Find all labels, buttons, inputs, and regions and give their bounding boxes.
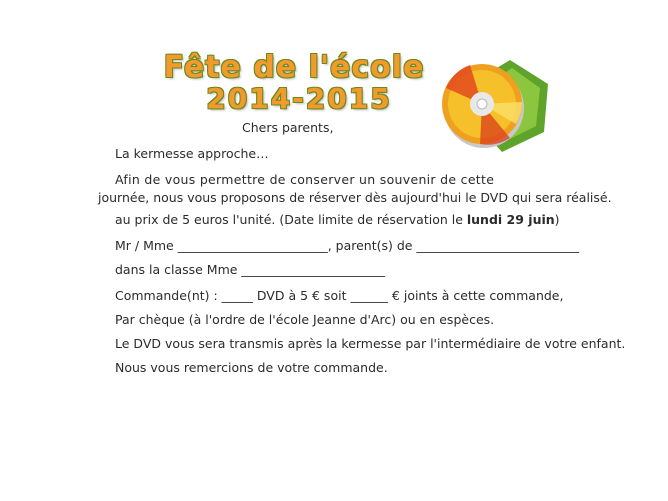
paragraph-line-2: journée, nous vous proposons de réserver dès aujourd'hui le DVD qui sera réalisé. [98, 190, 612, 205]
parent-name-field[interactable]: Mr / Mme ________________________, parent(s) de [115, 238, 417, 253]
deadline-date: lundi 29 juin [466, 212, 555, 227]
thanks-line: Nous vous remercions de votre commande. [115, 360, 388, 375]
paragraph-line-1: Afin de vous permettre de conserver un souvenir de cette [115, 172, 495, 187]
price-line [115, 212, 560, 227]
price-text: au prix de 5 euros l'unité. (Date limite de réservation le [115, 212, 467, 227]
payment-line: Par chèque (à l'ordre de l'école Jeanne d'Arc) ou en espèces. [115, 312, 495, 327]
order-line[interactable]: Commande(nt) : _____ DVD à 5 € soit ______ € joints à cette commande, [115, 288, 564, 303]
price-text-end: ) [554, 212, 560, 227]
intro-line: La kermesse approche… [115, 146, 269, 161]
greeting: Chers parents, [242, 120, 334, 135]
delivery-line: Le DVD vous sera transmis après la kermesse par l'intermédiaire de votre enfant. [115, 336, 626, 351]
parent-name-line [115, 238, 579, 253]
page-title: Fête de l'école [163, 50, 425, 85]
class-field[interactable]: dans la classe Mme _______________________ [115, 262, 386, 277]
cd-dvd-icon [440, 58, 552, 158]
page-subtitle-years: 2014-2015 [206, 82, 392, 115]
child-name-field[interactable]: __________________________ [416, 238, 579, 253]
